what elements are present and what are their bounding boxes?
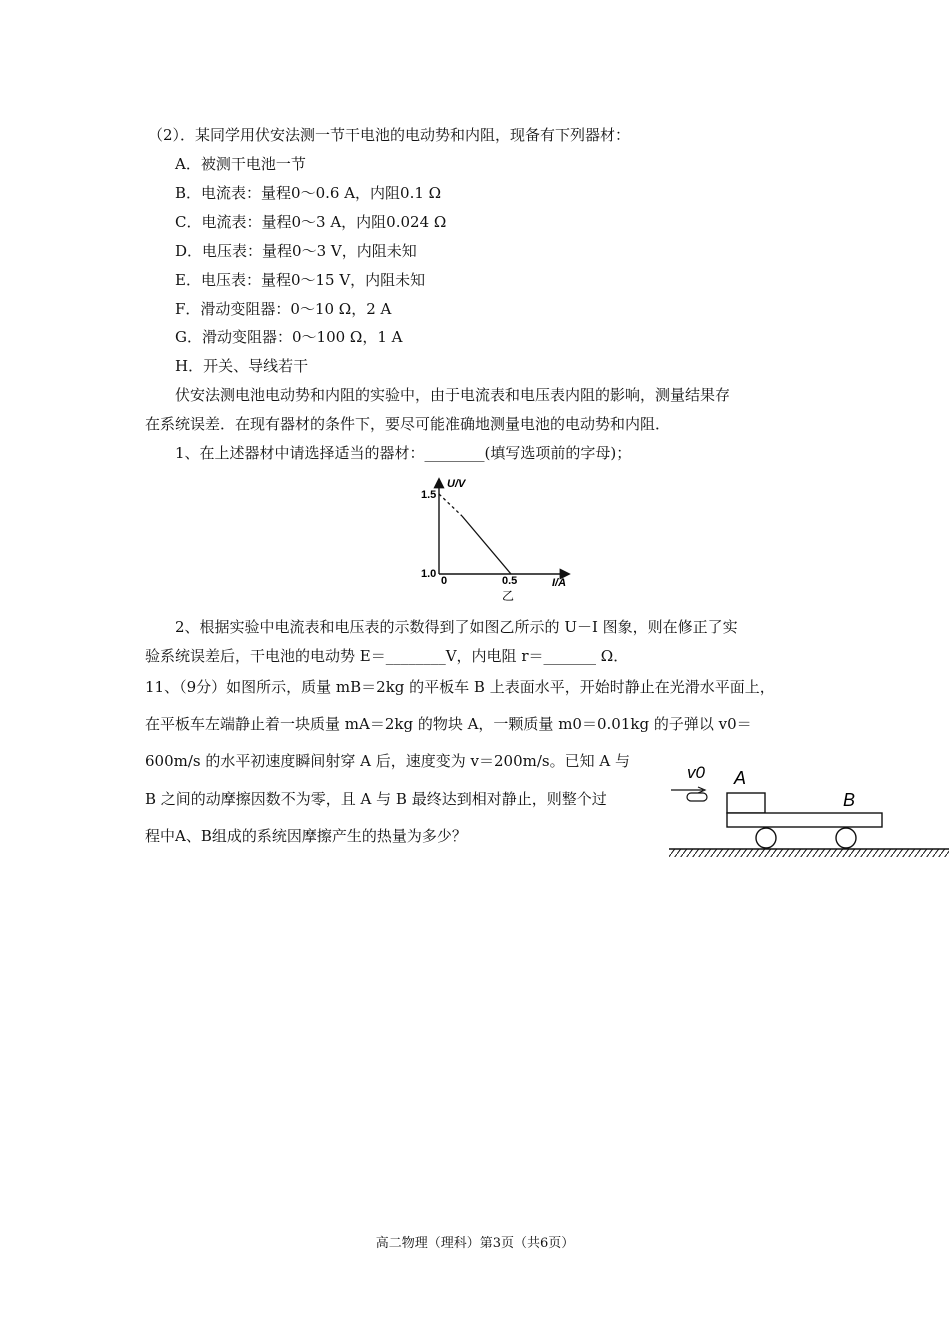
v0-label: v0 xyxy=(687,763,705,782)
page-footer: 高二物理（理科）第3页（共6页） xyxy=(375,1236,575,1251)
q11-line1: 11、（9分）如图所示，质量 mB＝2kg 的平板车 B 上表面水平，开始时静止在光滑水平面上， xyxy=(145,678,775,696)
cart-platform xyxy=(727,813,882,827)
q11-line5: 程中A、B组成的系统因摩擦产生的热量为多少？ xyxy=(145,827,467,845)
q11-line3: 600m/s 的水平初速度瞬间射穿 A 后，速度变为 v＝200m/s。已知 A 与 xyxy=(145,752,630,770)
option-h: H．开关、导线若干 xyxy=(175,357,309,375)
option-b: B．电流表：量程0～0.6 A，内阻0.1 Ω xyxy=(175,184,442,202)
option-c: C．电流表：量程0～3 A，内阻0.024 Ω xyxy=(175,213,447,231)
x-axis-label: I/A xyxy=(552,577,567,589)
y-tick-top: 1.5 xyxy=(421,489,437,501)
u-i-graph xyxy=(410,474,585,606)
cart-label-b: B xyxy=(843,790,856,810)
option-a: A．被测干电池一节 xyxy=(175,155,306,173)
graph-caption: 乙 xyxy=(502,589,515,603)
q2-sub-question-2-line1: 2、根据实验中电流表和电压表的示数得到了如图乙所示的 U－I 图象，则在修正了实 xyxy=(175,618,738,636)
y-tick-bottom: 1.0 xyxy=(421,568,437,580)
q2-sub-question-2-line2: 验系统误差后，干电池的电动势 E＝________V，内电阻 r＝_______ Ω． xyxy=(145,647,629,665)
wheel-right xyxy=(836,828,856,848)
q2-sub-question-1: 1、在上述器材中请选择适当的器材：________(填写选项前的字母)； xyxy=(175,444,632,462)
q2-paragraph-line1: 伏安法测电池电动势和内阻的实验中，由于电流表和电压表内阻的影响，测量结果存 xyxy=(175,386,731,404)
bullet-with-arrow xyxy=(671,787,707,801)
q11-line4: B 之间的动摩擦因数不为零，且 A 与 B 最终达到相对静止，则整个过 xyxy=(145,790,607,808)
wheel-left xyxy=(756,828,776,848)
q2-intro: （2）．某同学用伏安法测一节干电池的电动势和内阻，现备有下列器材： xyxy=(148,126,631,144)
option-d: D．电压表：量程0～3 V，内阻未知 xyxy=(175,242,417,260)
block-label-a: A xyxy=(734,768,747,788)
x-tick-origin: 0 xyxy=(441,575,448,587)
dashed-segment xyxy=(439,494,462,516)
solid-segment xyxy=(462,516,511,574)
block-a xyxy=(727,793,765,813)
option-g: G．滑动变阻器：0～100 Ω，1 A xyxy=(175,328,403,346)
option-e: E．电压表：量程0～15 V，内阻未知 xyxy=(175,271,426,289)
x-tick-half: 0.5 xyxy=(502,575,518,587)
q11-line2: 在平板车左端静止着一块质量 mA＝2kg 的物块 A，一颗质量 m0＝0.01kg 的子弹以 v0＝ xyxy=(145,715,752,733)
cart-figure xyxy=(665,758,950,860)
q2-paragraph-line2: 在系统误差．在现有器材的条件下，要尽可能准确地测量电池的电动势和内阻． xyxy=(145,415,671,433)
option-f: F．滑动变阻器：0～10 Ω，2 A xyxy=(175,300,392,318)
ground-hatching xyxy=(669,849,949,857)
y-axis-label: U/V xyxy=(447,478,466,490)
